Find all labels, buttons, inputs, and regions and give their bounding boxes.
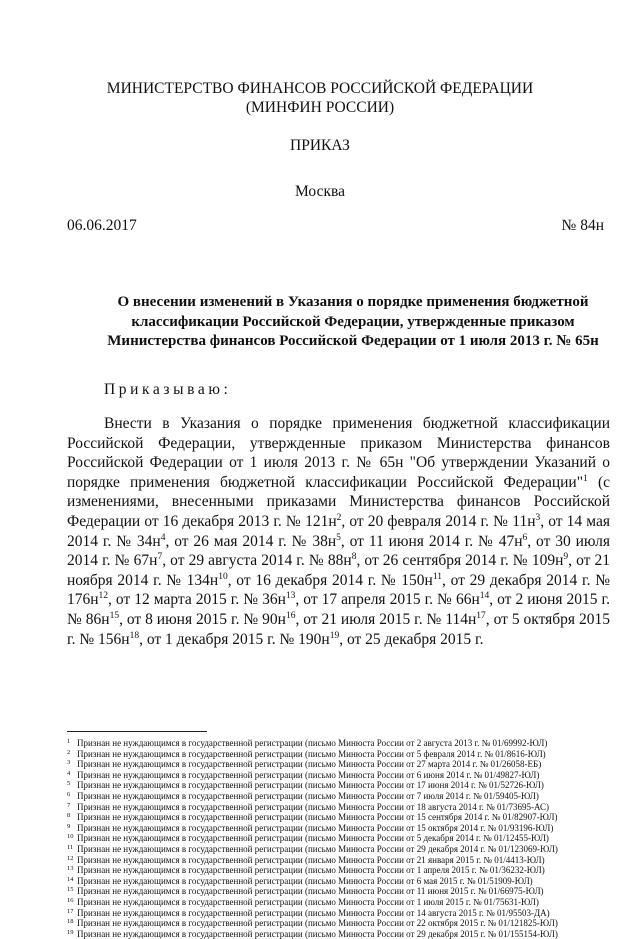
footnote-number: 16 — [67, 896, 74, 904]
footnote-text: Признан не нуждающимся в государственной регистрации (письмо Минюста России от 21 января 2015 г. № 01/4413-ЮЛ) — [77, 854, 545, 865]
footnote-item — [67, 897, 627, 908]
footnote-reference: 4 — [160, 532, 166, 543]
footnote-reference: 8 — [351, 552, 357, 562]
footnote-number: 12 — [67, 854, 74, 862]
footnote-reference: 12 — [98, 591, 109, 602]
footnote-number: 15 — [67, 886, 74, 894]
footnote-text: Признан не нуждающимся в государственной регистрации (письмо Минюста России от 15 октября 2014 г. № 01/93196-ЮЛ) — [77, 822, 554, 833]
footnote-text: Признан не нуждающимся в государственной регистрации (письмо Минюста России от 18 августа 2014 г. № 01/73695-АС) — [77, 801, 550, 812]
body-text-run: , от 29 декабря 2014 г. № 176н — [67, 571, 610, 609]
footnote-reference: 17 — [476, 610, 486, 621]
footnote-number: 1 — [67, 738, 71, 745]
body-text-run: , от 25 декабря 2015 г. — [339, 630, 484, 648]
footnote-reference: 10 — [218, 571, 228, 582]
footnote-number: 6 — [67, 790, 71, 798]
footnote-item — [67, 770, 627, 781]
footnote-text: Признан не нуждающимся в государственной регистрации (письмо Минюста России от 5 февраля 2014 г. № 01/8616-ЮЛ) — [77, 748, 546, 759]
footnote-reference: 6 — [522, 532, 528, 543]
footnote-reference: 15 — [109, 610, 120, 621]
body-text-run: , от 21 ноября 2014 г. № 134н — [67, 552, 610, 589]
footnote-number: 19 — [67, 928, 74, 936]
body-text-run: , от 16 декабря 2014 г. № 150н — [227, 571, 433, 589]
body-text-run: , от 21 июля 2015 г. № 114н — [295, 610, 477, 628]
footnote-number: 11 — [67, 843, 74, 851]
footnote-reference: 5 — [336, 532, 341, 543]
footnote-number: 18 — [67, 918, 74, 926]
footnote-reference: 7 — [157, 552, 163, 562]
footnote-list — [67, 738, 627, 939]
body-text-run: , от 26 мая 2014 г. № 38н — [165, 532, 337, 550]
footnote-reference: 9 — [563, 552, 569, 562]
footnote-number: 17 — [67, 907, 74, 915]
document-city: Москва — [295, 183, 345, 200]
ministry-header — [0, 79, 640, 117]
body-text-run: , от 8 июня 2015 г. № 90н — [119, 610, 286, 628]
footnote-reference: 19 — [329, 630, 340, 641]
footnote-number: 14 — [67, 875, 74, 883]
footnote-reference: 3 — [535, 512, 541, 523]
footnote-number: 8 — [67, 812, 71, 820]
footnote-item — [67, 886, 627, 897]
footnote-item — [67, 929, 627, 939]
footnote-reference: 18 — [129, 630, 140, 641]
footnote-text: Признан не нуждающимся в государственной регистрации (письмо Минюста России от 15 сентября 2014 г. № 01/82907-ЮЛ) — [77, 812, 558, 823]
footnote-text: Признан не нуждающимся в государственной регистрации (письмо Минюста России от 11 июня 2015 г. № 01/66975-ЮЛ) — [77, 886, 544, 897]
footnote-reference: 1 — [583, 473, 588, 484]
footnote-text: Признан не нуждающимся в государственной регистрации (письмо Минюста России от 27 марта 2014 г. № 01/26058-ЕБ) — [77, 759, 542, 770]
footnote-item — [67, 876, 627, 887]
footnote-divider — [67, 731, 207, 732]
footnote-reference: 11 — [432, 571, 442, 582]
body-text-run: Внести в Указания о порядке применения бюджетной классификации Российской Федерации, утвержденные приказом Министерства финансов Российской Федерации от 1 июля 2013 г. № 65н "Об утверждении Указаний о порядке применения бюджетной классификации Российской Федерации" — [67, 415, 610, 491]
footnote-text: Признан не нуждающимся в государственной регистрации (письмо Минюста России от 1 июля 2015 г. № 01/75631-ЮЛ) — [77, 896, 539, 907]
footnote-text: Признан не нуждающимся в государственной регистрации (письмо Минюста России от 17 июня 2014 г. № 01/52726-ЮЛ) — [77, 780, 544, 791]
footnote-item — [67, 908, 627, 919]
document-type: ПРИКАЗ — [290, 137, 350, 154]
footnote-item — [67, 812, 627, 823]
footnote-text: Признан не нуждающимся в государственной регистрации (письмо Минюста России от 29 декабря 2014 г. № 01/123069-ЮЛ) — [77, 843, 558, 854]
footnote-number: 13 — [67, 865, 74, 873]
footnote-number: 2 — [67, 748, 71, 756]
document-title: О внесении изменений в Указания о порядке применения бюджетной классификации Российской Федерации, утвержденные приказом Министерства финансов Российской Федерации от 1 июля 2013 г. № 65н — [107, 294, 599, 349]
footnote-text: Признан не нуждающимся в государственной регистрации (письмо Минюста России от 6 июня 2014 г. № 01/49827-ЮЛ) — [77, 769, 540, 780]
body-text-run: , от 1 декабря 2015 г. № 190н — [139, 630, 330, 648]
footnote-text: Признан не нуждающимся в государственной регистрации (письмо Минюста России от 7 июля 2014 г. № 01/59405-ЮЛ) — [77, 790, 539, 801]
footnote-item — [67, 855, 627, 866]
footnote-item — [67, 759, 627, 770]
footnote-text: Признан не нуждающимся в государственной регистрации (письмо Минюста России от 5 декабря 2014 г. № 01/12455-ЮЛ) — [77, 833, 549, 844]
order-verb: Приказываю: — [104, 381, 232, 398]
footnote-text: Признан не нуждающимся в государственной регистрации (письмо Минюста России от 14 августа 2015 г. № 01/95503-ДА) — [77, 907, 550, 918]
body-text-run: , от 17 апреля 2015 г. № 66н — [295, 591, 480, 609]
footnote-text: Признан не нуждающимся в государственной регистрации (письмо Минюста России от 22 октября 2015 г. № 01/121825-ЮЛ) — [77, 918, 558, 929]
body-text-run: , от 11 июня 2014 г. № 47н — [340, 532, 523, 550]
footnote-text: Признан не нуждающимся в государственной регистрации (письмо Минюста России от 1 апреля 2015 г. № 01/36232-ЮЛ) — [77, 865, 545, 876]
footnote-item — [67, 865, 627, 876]
footnote-item — [67, 791, 627, 802]
footnote-number: 4 — [67, 769, 71, 777]
ministry-abbreviation: (МИНФИН РОССИИ) — [245, 99, 395, 116]
body-text-run: , от 20 февраля 2014 г. № 11н — [341, 512, 536, 530]
body-paragraph — [67, 414, 610, 649]
footnote-number: 9 — [67, 822, 71, 830]
footnote-item — [67, 780, 627, 791]
footnote-item — [67, 833, 627, 844]
footnote-text: Признан не нуждающимся в государственной регистрации (письмо Минюста России от 2 августа 2013 г. № 01/69992-ЮЛ) — [77, 738, 548, 748]
ministry-name: МИНИСТЕРСТВО ФИНАНСОВ РОССИЙСКОЙ ФЕДЕРАЦИИ — [106, 80, 534, 97]
footnote-item — [67, 844, 627, 855]
footnote-reference: 2 — [336, 512, 342, 523]
footnote-text: Признан не нуждающимся в государственной регистрации (письмо Минюста России от 29 декабря 2015 г. № 01/155154-ЮЛ) — [77, 928, 558, 939]
footnote-item — [67, 749, 627, 760]
document-date: 06.06.2017 — [67, 217, 137, 234]
footnote-number: 10 — [67, 833, 74, 841]
footnote-item — [67, 823, 627, 834]
body-text-run: , от 5 октября 2015 г. № 156н — [67, 610, 610, 648]
footnote-reference: 14 — [479, 591, 490, 602]
document-number: № 84н — [561, 217, 604, 234]
footnote-number: 3 — [67, 759, 71, 767]
body-text-run: , от 2 июня 2015 г. № 86н — [67, 591, 610, 628]
body-text-run: , от 26 сентября 2014 г. № 109н — [356, 552, 564, 570]
footnote-reference: 13 — [285, 591, 296, 602]
footnote-item — [67, 918, 627, 929]
footnote-reference: 16 — [285, 610, 296, 621]
footnote-number: 5 — [67, 780, 71, 788]
body-text-run: , от 29 августа 2014 г. № 88н — [162, 552, 352, 570]
body-text-run: , от 30 июля 2014 г. № 67н — [67, 532, 610, 570]
footnote-text: Признан не нуждающимся в государственной регистрации (письмо Минюста России от 6 мая 2015 г. № 01/51909-ЮЛ) — [77, 875, 533, 886]
body-text-run: , от 12 марта 2015 г. № 36н — [108, 591, 286, 609]
body-text-run: (с изменениями, внесенными приказами Министерства финансов Российской Федерации от 16 декабря 2013 г. № 121н — [67, 473, 610, 530]
footnote-item — [67, 738, 627, 749]
footnote-number: 7 — [67, 801, 71, 809]
footnote-item — [67, 802, 627, 813]
body-text-run: , от 14 мая 2014 г. № 34н — [67, 512, 611, 550]
